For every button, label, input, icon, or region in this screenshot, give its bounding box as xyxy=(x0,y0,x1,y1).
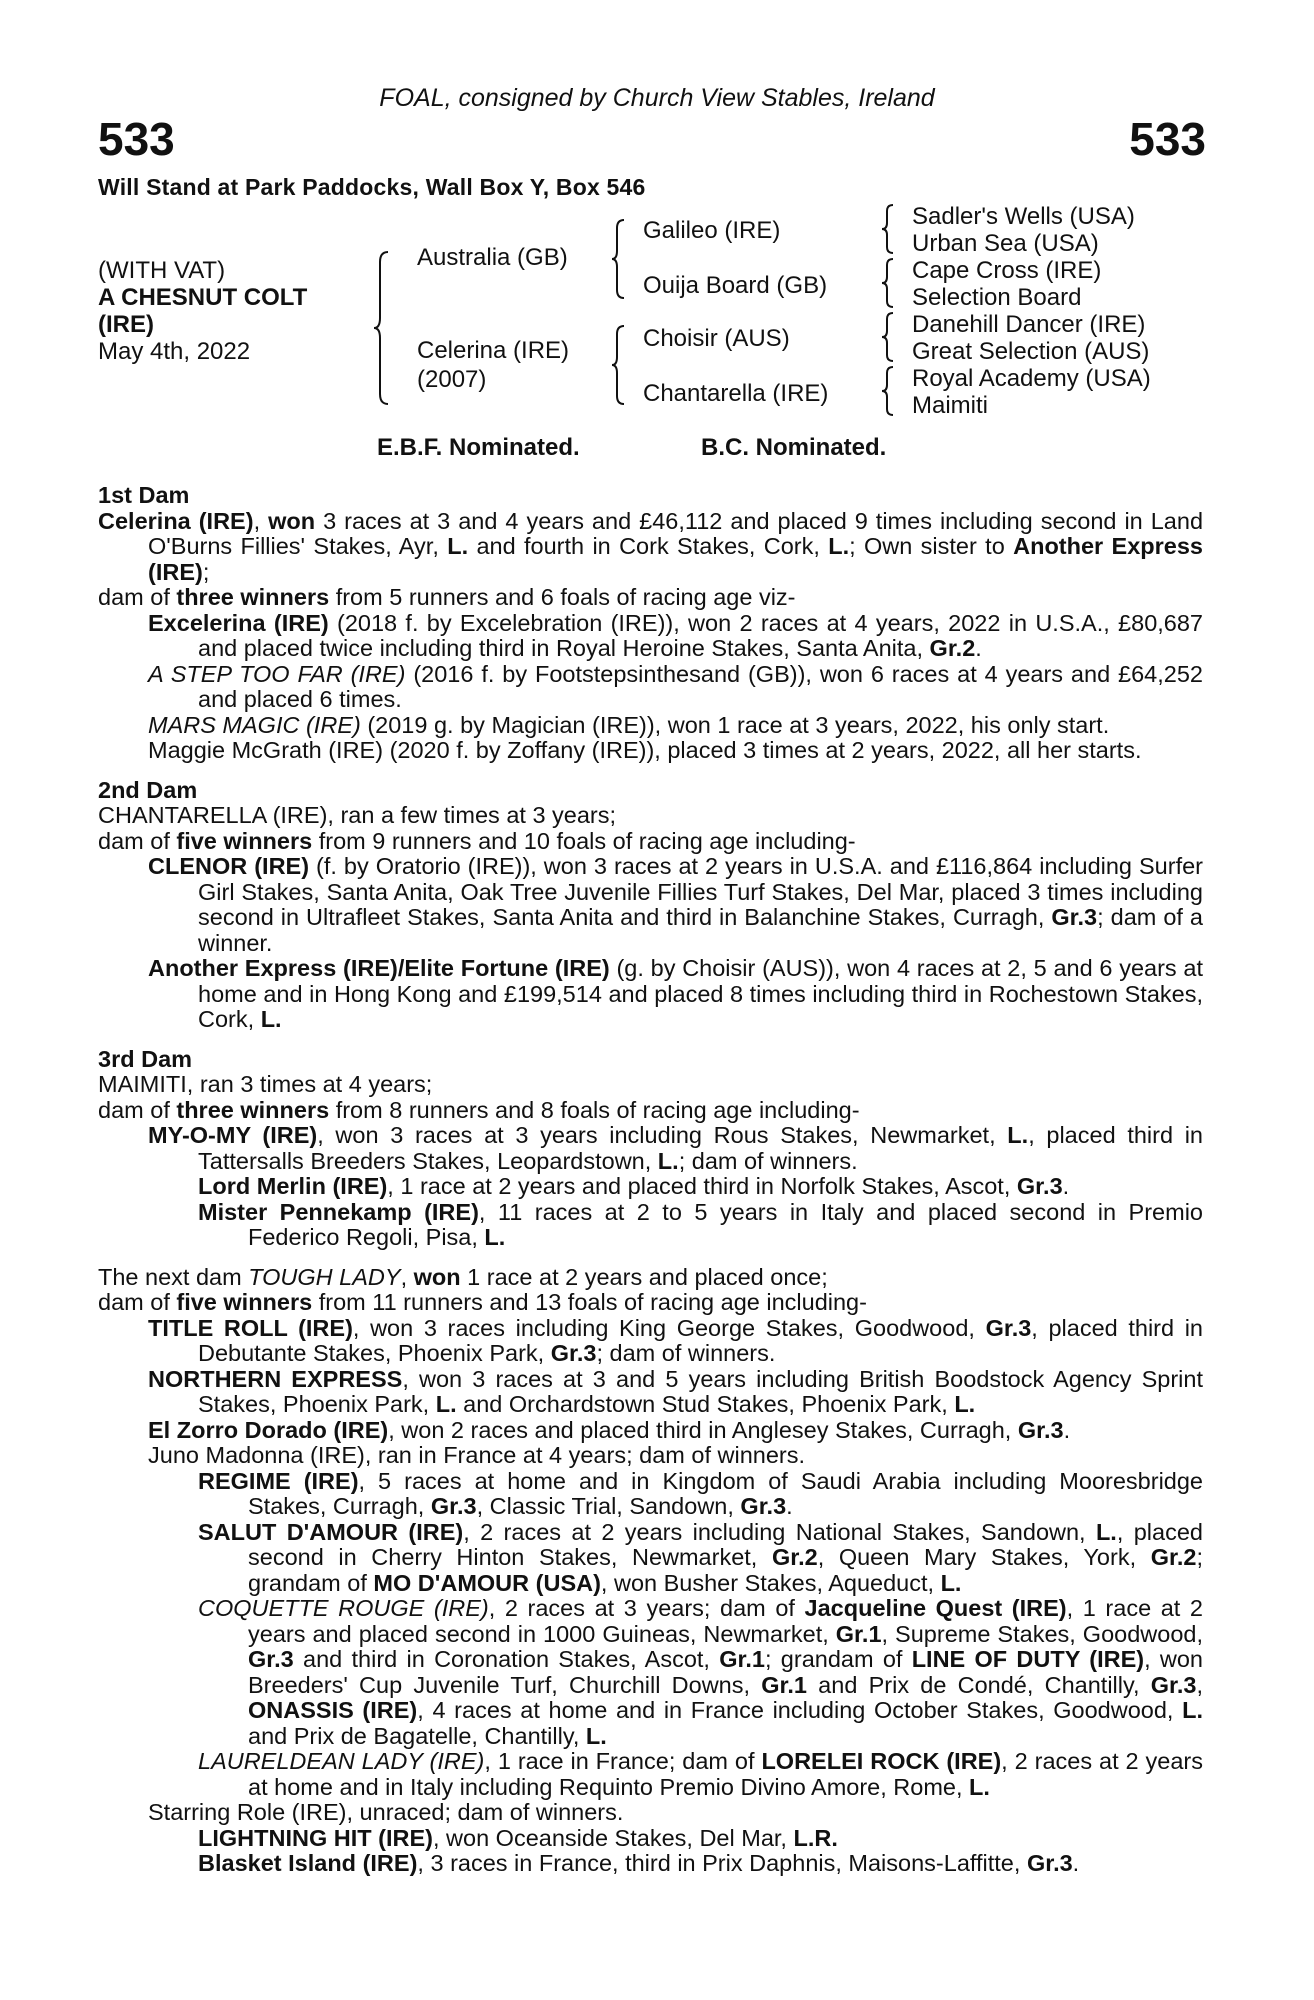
entry-text: Another Express (IRE)/Elite Fortune (IRE) xyxy=(148,955,610,981)
entry-text: L. xyxy=(435,1391,457,1417)
pedigree-section xyxy=(98,1047,1203,1251)
entry-text: . xyxy=(786,1493,793,1519)
entry-text: El Zorro Dorado (IRE) xyxy=(148,1416,389,1443)
dam-year: (2007) xyxy=(417,366,487,393)
entry-text: CHANTARELLA (IRE), ran a few times at 3 years; xyxy=(98,802,617,828)
entry-text: Gr.3 xyxy=(550,1340,597,1366)
entry-text: , won Breeders' Cup Juvenile Turf, Churchill Downs, xyxy=(248,1646,1203,1698)
entry-text: L. xyxy=(1095,1518,1117,1545)
pedigree-entry xyxy=(98,1098,1203,1124)
entry-text: from 9 runners and 10 foals of racing age including- xyxy=(312,827,856,854)
entry-text: three winners xyxy=(176,1096,330,1123)
gen3-brace-icon xyxy=(880,257,896,309)
entry-text: , 1 race at 2 years and placed third in Norfolk Stakes, Ascot, xyxy=(387,1173,1017,1199)
bc-nomination: B.C. Nominated. xyxy=(701,434,887,461)
stand-location: Will Stand at Park Paddocks, Wall Box Y, Box 546 xyxy=(98,174,646,200)
entry-text: L.R. xyxy=(793,1824,838,1851)
sire-dam-name: Ouija Board (GB) xyxy=(643,272,828,299)
entry-text: , won Oceanside Stakes, Del Mar, xyxy=(432,1824,794,1851)
entry-text: L. xyxy=(585,1722,607,1749)
horse-description: A CHESNUT COLT xyxy=(98,284,308,311)
lot-number-right: 533 xyxy=(1129,113,1206,165)
pedigree-entry xyxy=(98,1596,1203,1749)
entry-text: Another Express (IRE) xyxy=(148,533,1203,585)
pedigree-entry xyxy=(98,1265,1203,1291)
entry-text: LINE OF DUTY (IRE) xyxy=(911,1646,1145,1672)
entry-text: and Orchardstown Stud Stakes, Phoenix Park, xyxy=(456,1391,955,1417)
entry-text: (2016 f. by Footstepsinthesand (GB)), won 6 races at 4 years and £64,252 and placed 6 times. xyxy=(198,660,1203,712)
pedigree-entry xyxy=(98,509,1203,586)
entry-text: L. xyxy=(828,533,850,559)
produce-record xyxy=(98,483,1203,1877)
entry-text: Gr.1 xyxy=(761,1671,807,1698)
ebf-nomination: E.B.F. Nominated. xyxy=(377,434,580,461)
entry-text: , won 3 races at 3 years including Rous Stakes, Newmarket, xyxy=(317,1122,1008,1148)
entry-text: TITLE ROLL (IRE) xyxy=(148,1314,353,1341)
section-heading: 2nd Dam xyxy=(98,776,198,803)
entry-text: Gr.3 xyxy=(1051,904,1098,930)
section-heading: 3rd Dam xyxy=(98,1045,193,1072)
entry-text: won xyxy=(268,507,316,534)
lot-number-left: 533 xyxy=(98,113,175,165)
entry-text: LIGHTNING HIT (IRE) xyxy=(198,1824,433,1851)
ancestor-5: Danehill Dancer (IRE) xyxy=(912,311,1146,338)
entry-text: and Prix de Bagatelle, Chantilly, xyxy=(248,1722,586,1749)
entry-text: L. xyxy=(1007,1122,1029,1148)
entry-text: ; dam of winners. xyxy=(678,1147,858,1174)
gen3-brace-icon xyxy=(880,365,896,417)
entry-text: , won 3 races including King George Stakes, Goodwood, xyxy=(352,1314,986,1341)
consignor-line: FOAL, consigned by Church View Stables, Ireland xyxy=(379,84,935,112)
entry-text: (g. by Choisir (AUS)), won 4 races at 2, 5 and 6 years at home and in Hong Kong and £199,514 and placed 8 times including third in Rochestown Stakes, Cork, xyxy=(198,955,1203,1032)
entry-text: ; dam of winners. xyxy=(596,1340,776,1366)
entry-text: ONASSIS (IRE) xyxy=(248,1697,418,1723)
pedigree-entry xyxy=(98,662,1203,713)
ancestor-1: Sadler's Wells (USA) xyxy=(912,203,1135,230)
entry-text: , won Busher Stakes, Aqueduct, xyxy=(600,1569,941,1596)
entry-text: , 4 races at home and in France including October Stakes, Goodwood, xyxy=(417,1697,1183,1723)
pedigree-entry xyxy=(98,1520,1203,1597)
pedigree-entry xyxy=(98,1443,1203,1469)
entry-text: Jacqueline Quest (IRE) xyxy=(804,1595,1067,1621)
entry-text: ; xyxy=(202,558,210,585)
entry-text: MO D'AMOUR (USA) xyxy=(373,1569,601,1596)
entry-text: Juno Madonna (IRE), ran in France at 4 years; dam of winners. xyxy=(148,1442,806,1468)
entry-text: , xyxy=(400,1263,414,1290)
pedigree-section xyxy=(98,483,1203,764)
entry-text: Gr.1 xyxy=(719,1646,765,1672)
entry-text: . xyxy=(1062,1173,1070,1199)
entry-text: L. xyxy=(969,1773,990,1800)
entry-text: five winners xyxy=(176,827,313,854)
entry-text: Gr.3 xyxy=(985,1314,1032,1341)
entry-text: dam of xyxy=(98,827,177,854)
entry-text: , placed third in Tattersalls Breeders Stakes, Leopardstown, xyxy=(198,1122,1203,1174)
entry-text: from 11 runners and 13 foals of racing age including- xyxy=(312,1289,867,1315)
entry-text: dam of xyxy=(98,1096,177,1123)
entry-text: Gr.2 xyxy=(771,1544,818,1570)
entry-text: , 3 races in France, third in Prix Daphnis, Maisons-Laffitte, xyxy=(417,1850,1027,1876)
dam-sire-name: Choisir (AUS) xyxy=(643,325,790,352)
entry-text: MARS MAGIC (IRE) xyxy=(148,711,361,738)
pedigree-entry xyxy=(98,1072,1203,1098)
entry-text: , xyxy=(1196,1671,1203,1698)
entry-text: from 5 runners and 6 foals of racing age viz- xyxy=(329,584,796,610)
entry-text: , Supreme Stakes, Goodwood, xyxy=(881,1620,1203,1647)
entry-text: , 2 races at 2 years including National Stakes, Sandown, xyxy=(463,1518,1096,1545)
entry-text: L. xyxy=(940,1569,962,1596)
entry-text: , Classic Trial, Sandown, xyxy=(476,1493,741,1519)
entry-text: , Queen Mary Stakes, York, xyxy=(817,1544,1151,1570)
entry-text: and Prix de Condé, Chantilly, xyxy=(806,1671,1151,1698)
entry-text: ; grandam of xyxy=(764,1646,912,1672)
foaling-date: May 4th, 2022 xyxy=(98,338,251,365)
entry-text: Gr.3 xyxy=(430,1493,477,1519)
entry-text: Gr.2 xyxy=(929,635,976,661)
entry-text: The next dam xyxy=(98,1263,249,1290)
entry-text: , xyxy=(253,507,269,534)
ancestor-7: Royal Academy (USA) xyxy=(912,365,1151,392)
entry-text: , 1 race in France; dam of xyxy=(484,1748,762,1774)
ancestor-3: Cape Cross (IRE) xyxy=(912,257,1102,284)
entry-text: MY-O-MY (IRE) xyxy=(148,1122,318,1148)
entry-text: L. xyxy=(1182,1697,1203,1723)
entry-text: A STEP TOO FAR (IRE) xyxy=(148,660,406,687)
pedigree-entry xyxy=(98,1316,1203,1367)
entry-text: dam of xyxy=(98,1289,177,1315)
entry-text: LAURELDEAN LADY (IRE) xyxy=(198,1748,485,1774)
sire-name: Australia (GB) xyxy=(417,244,568,271)
entry-text: Gr.3 xyxy=(1017,1416,1064,1443)
dam-name: Celerina (IRE) xyxy=(417,337,570,364)
entry-text: , won 3 races at 3 and 5 years including British Boodstock Agency Sprint Stakes, Phoenix Park, xyxy=(198,1365,1203,1417)
entry-text: and fourth in Cork Stakes, Cork, xyxy=(468,533,829,559)
entry-text: L. xyxy=(657,1147,679,1174)
pedigree-entry xyxy=(98,713,1203,739)
entry-text: , won 2 races and placed third in Anglesey Stakes, Curragh, xyxy=(388,1416,1018,1443)
entry-text: LORELEI ROCK (IRE) xyxy=(761,1748,1002,1774)
entry-text: , 11 races at 2 to 5 years in Italy and placed second in Premio Federico Regoli, Pisa, xyxy=(248,1198,1203,1250)
entry-text: 3 races at 3 and 4 years and £46,112 and placed 9 times including second in Land O'Burns Fillies' Stakes, Ayr, xyxy=(148,507,1204,559)
entry-text: MAIMITI, ran 3 times at 4 years; xyxy=(98,1071,433,1097)
horse-origin: (IRE) xyxy=(98,311,154,338)
pedigree-entry xyxy=(98,585,1203,611)
sire-sire-name: Galileo (IRE) xyxy=(643,217,781,244)
entry-text: , placed second in Cherry Hinton Stakes, Newmarket, xyxy=(248,1518,1203,1570)
entry-text: ; grandam of xyxy=(248,1544,1203,1596)
entry-text: L. xyxy=(447,533,469,559)
main-brace-icon xyxy=(372,248,394,408)
entry-text: Gr.3 xyxy=(1026,1850,1073,1876)
pedigree-entry xyxy=(98,1174,1203,1200)
pedigree-section xyxy=(98,778,1203,1033)
entry-text: L. xyxy=(260,1006,282,1032)
entry-text: REGIME (IRE) xyxy=(198,1467,359,1494)
pedigree-entry xyxy=(98,956,1203,1033)
entry-text: 1 race at 2 years and placed once; xyxy=(460,1263,828,1290)
entry-text: Gr.3 xyxy=(1016,1173,1063,1199)
entry-text: from 8 runners and 8 foals of racing age including- xyxy=(329,1096,860,1123)
pedigree-entry xyxy=(98,1418,1203,1444)
entry-text: L. xyxy=(484,1224,506,1250)
entry-text: ; Own sister to xyxy=(849,533,1014,559)
entry-text: Celerina (IRE) xyxy=(98,507,254,534)
dam-dam-name: Chantarella (IRE) xyxy=(643,380,829,407)
entry-text: Excelerina (IRE) xyxy=(148,609,329,636)
entry-text: Starring Role (IRE), unraced; dam of winners. xyxy=(148,1799,624,1825)
pedigree-entry xyxy=(98,1290,1203,1316)
entry-text: Lord Merlin (IRE) xyxy=(198,1173,388,1199)
entry-text: Gr.2 xyxy=(1150,1544,1197,1570)
sire-brace-icon xyxy=(610,218,628,300)
entry-text: , 2 races at 2 years at home and in Italy including Requinto Premio Divino Amore, Rome, xyxy=(248,1748,1204,1800)
pedigree-entry xyxy=(98,738,1203,764)
gen3-brace-icon xyxy=(880,311,896,363)
entry-text: five winners xyxy=(176,1289,313,1315)
entry-text: (2019 g. by Magician (IRE)), won 1 race at 3 years, 2022, his only start. xyxy=(360,711,1110,738)
entry-text: Maggie McGrath (IRE) (2020 f. by Zoffany (IRE)), placed 3 times at 2 years, 2022, all her starts. xyxy=(148,737,1142,763)
entry-text: . xyxy=(975,635,982,661)
entry-text: and third in Coronation Stakes, Ascot, xyxy=(293,1646,720,1672)
entry-text: SALUT D'AMOUR (IRE) xyxy=(198,1518,464,1545)
entry-text: COQUETTE ROUGE (IRE) xyxy=(198,1595,489,1621)
section-heading: 1st Dam xyxy=(98,482,190,508)
entry-text: Gr.3 xyxy=(1150,1671,1197,1698)
pedigree-entry xyxy=(98,1200,1203,1251)
entry-text: Gr.3 xyxy=(740,1493,787,1519)
pedigree-entry xyxy=(98,611,1203,662)
entry-text: L. xyxy=(954,1391,976,1417)
pedigree-entry xyxy=(98,1123,1203,1174)
pedigree-section xyxy=(98,1265,1203,1877)
entry-text: three winners xyxy=(176,584,330,610)
entry-text: , 1 race at 2 years and placed second in 1000 Guineas, Newmarket, xyxy=(248,1595,1203,1647)
entry-text: Gr.1 xyxy=(835,1620,882,1647)
entry-text: (2018 f. by Excelebration (IRE)), won 2 races at 4 years, 2022 in U.S.A., £80,687 and placed twice including third in Royal Heroine Stakes, Santa Anita, xyxy=(198,609,1204,661)
entry-text: . xyxy=(1063,1416,1071,1443)
pedigree-entry xyxy=(98,1469,1203,1520)
entry-text: , 5 races at home and in Kingdom of Saudi Arabia including Mooresbridge Stakes, Curragh, xyxy=(248,1467,1203,1519)
ancestor-8: Maimiti xyxy=(912,392,988,419)
pedigree-entry xyxy=(98,1826,1203,1852)
entry-text: Mister Pennekamp (IRE) xyxy=(198,1198,479,1225)
pedigree-entry xyxy=(98,1367,1203,1418)
ancestor-2: Urban Sea (USA) xyxy=(912,230,1099,257)
entry-text: CLENOR (IRE) xyxy=(148,853,310,879)
entry-text: , 2 races at 3 years; dam of xyxy=(488,1595,805,1621)
vat-note: (WITH VAT) xyxy=(98,257,226,284)
pedigree-entry xyxy=(98,803,1203,829)
entry-text: NORTHERN EXPRESS xyxy=(148,1365,403,1392)
entry-text: Blasket Island (IRE) xyxy=(198,1850,418,1876)
entry-text: TOUGH LADY xyxy=(248,1263,401,1290)
entry-text: , placed third in Debutante Stakes, Phoenix Park, xyxy=(198,1314,1203,1366)
entry-text: ; dam of a winner. xyxy=(198,904,1203,956)
pedigree-entry xyxy=(98,1800,1203,1826)
pedigree-entry xyxy=(98,854,1203,956)
pedigree-entry xyxy=(98,829,1203,855)
entry-text: . xyxy=(1072,1850,1080,1876)
ancestor-6: Great Selection (AUS) xyxy=(912,338,1150,365)
ancestor-4: Selection Board xyxy=(912,284,1082,311)
dam-brace-icon xyxy=(610,324,628,406)
entry-text: dam of xyxy=(98,584,177,610)
pedigree-entry xyxy=(98,1749,1203,1800)
entry-text: Gr.3 xyxy=(248,1646,294,1672)
pedigree-entry xyxy=(98,1851,1203,1877)
entry-text: (f. by Oratorio (IRE)), won 3 races at 2 years in U.S.A. and £116,864 including Surfer Girl Stakes, Santa Anita, Oak Tree Juvenile Fillies Turf Stakes, Del Mar, placed 3 times including second in Ultrafleet Stakes, Santa Anita and third in Balanchine Stakes, Curragh, xyxy=(198,853,1203,930)
entry-text: won xyxy=(413,1263,461,1290)
gen3-brace-icon xyxy=(880,203,896,255)
